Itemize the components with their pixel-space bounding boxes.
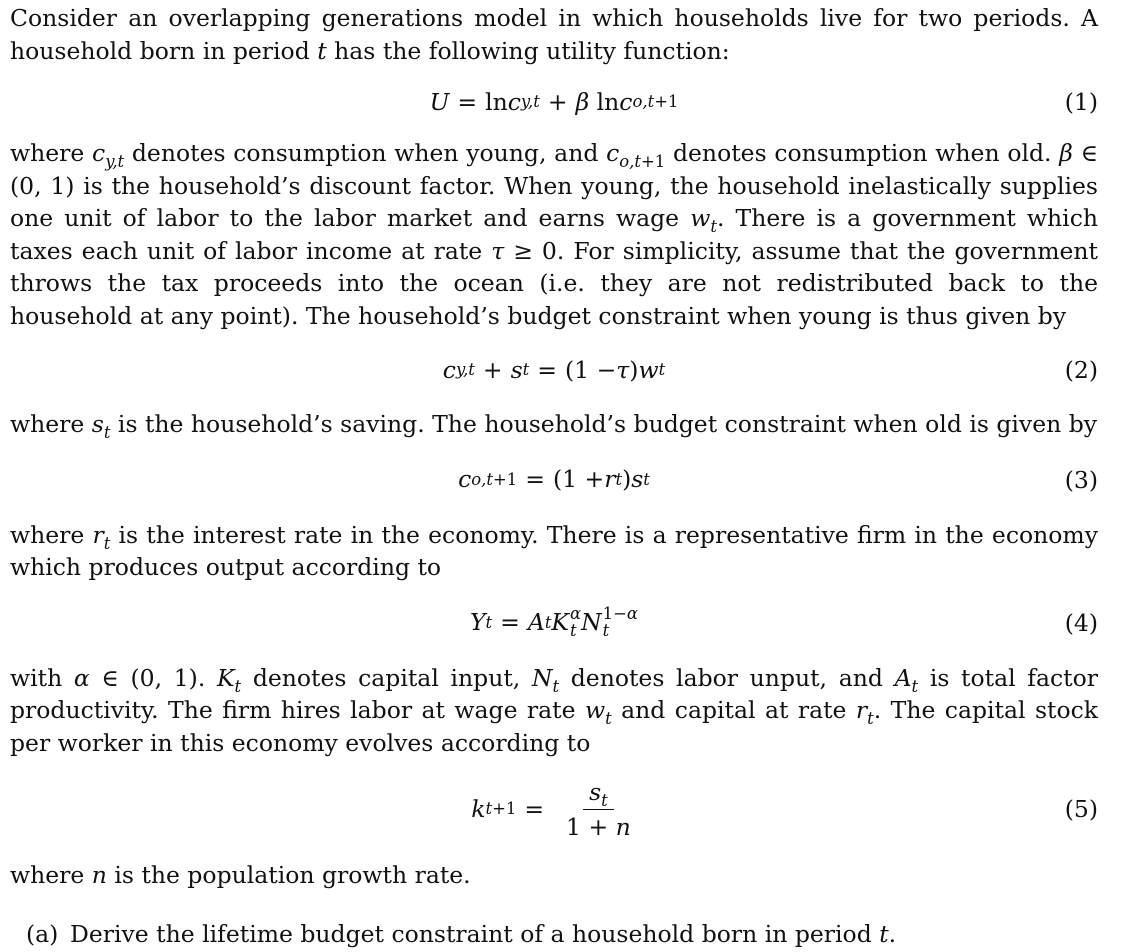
problem-document [10, 2, 1098, 950]
equation-2 [10, 332, 1098, 408]
question-a-label: (a) [26, 919, 59, 948]
equation-5-number: (5) [1064, 794, 1098, 823]
paragraph-definitions: where $c_{y,t}$ denotes consumption when young, and $c_{o,t+1}$ denotes consumption when old. β ∈ (0, 1) is the household’s discount factor. When young, the household inelastically supplies one unit of labor to the labor market and earns wage $w_t$. There is a government which taxes each unit of labor income at rate τ ≥ 0. For simplicity, assume that the government throws the tax proceeds into the ocean (i.e. they are not redistributed back to the household at any point). The household’s budget constraint when young is thus given by [10, 139, 1098, 330]
question-a [10, 918, 1098, 951]
fraction: $\frac{s_t}{1 + n}$ [566, 777, 631, 841]
paragraph-firm: with α ∈ (0, 1). $K_t$ denotes capital input, $N_t$ denotes labor unput, and $A_t$ is total factor productivity. The firm hires labor at wage rate $w_t$ and capital at rate $r_t$. The capital stock per worker in this economy evolves according to [10, 663, 1099, 757]
equation-2-number: (2) [1064, 355, 1098, 384]
paragraph-population: where n is the population growth rate. [10, 861, 471, 889]
equation-3-number: (3) [1064, 465, 1098, 494]
equation-5 [10, 759, 1098, 859]
paragraph-intro: Consider an overlapping generations model in which households live for two periods. A household born in period t has the following utility function: [10, 4, 1098, 65]
equation-1 [10, 67, 1098, 137]
equation-1-body: U = ln c y,t + β ln c o,t+1 [429, 87, 679, 116]
paragraph-saving: where $s_t$ is the household’s saving. The household’s budget constraint when old is given by [10, 410, 1098, 442]
equation-3-body: c o,t+1 = (1 + r t ) s t [458, 465, 650, 494]
equation-3 [10, 441, 1098, 519]
paragraph-interest: where $r_t$ is the interest rate in the economy. There is a representative firm in the economy which produces output according to [10, 520, 1098, 581]
equation-1-number: (1) [1064, 87, 1098, 116]
equation-4-number: (4) [1064, 608, 1098, 637]
question-a-text: Derive the lifetime budget constraint of a household born in period t. [70, 919, 897, 948]
equation-2-body: c y,t + s t = (1 − τ ) w t [442, 355, 666, 384]
equation-4 [10, 584, 1098, 662]
equation-4-body: Y t = A t K α t N 1−α t [470, 604, 638, 640]
equation-5-body: k t+1 = $\frac{s_t}{1 + n}$ [10, 777, 1098, 842]
